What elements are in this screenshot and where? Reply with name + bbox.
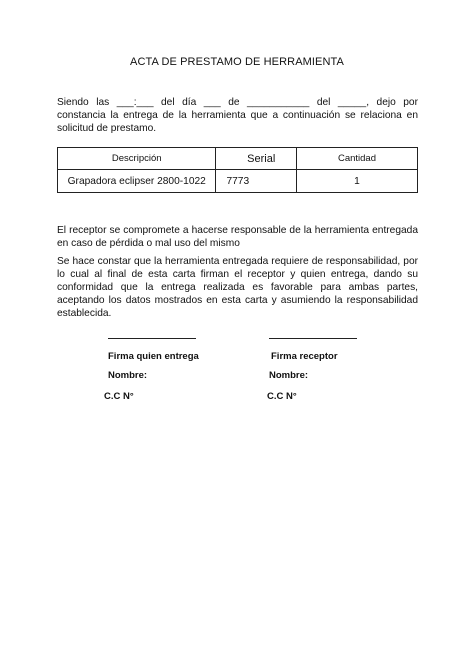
deliverer-id-label: C.C N°: [104, 391, 134, 402]
header-quantity: Cantidad: [296, 148, 417, 170]
table-row: [58, 170, 418, 193]
cell-quantity: 1: [296, 170, 417, 193]
signature-line-receiver: [269, 338, 357, 339]
receiver-id-label: C.C N°: [267, 391, 297, 402]
header-serial: Serial: [216, 148, 296, 170]
deliverer-signature-label: Firma quien entrega: [108, 351, 199, 362]
tool-table: [57, 147, 418, 193]
deliverer-name-label: Nombre:: [108, 370, 148, 381]
receiver-signature-label: Firma receptor: [271, 351, 338, 362]
receiver-name-label: Nombre:: [269, 370, 309, 381]
signature-line-deliverer: [108, 338, 196, 339]
statement-paragraph: Se hace constar que la herramienta entregada requiere de responsabilidad, por lo cual al final de esta carta firman el receptor y quien entrega, dando su conformidad que la entrega realizada es favorable para ambas partes, aceptando los datos mostrados en esta carta y asumiendo la responsabilidad establecida.: [57, 256, 418, 319]
header-description: Descripción: [58, 148, 216, 170]
document-title: ACTA DE PRESTAMO DE HERRAMIENTA: [130, 56, 344, 68]
cell-description: Grapadora eclipser 2800-1022: [58, 170, 216, 193]
table-header-row: [58, 148, 418, 170]
intro-paragraph: Siendo las ___:___ del día ___ de ___________ del _____, dejo por constancia la entrega de la herramienta que a continuación se relaciona en solicitud de prestamo.: [57, 97, 418, 134]
commitment-paragraph: El receptor se compromete a hacerse responsable de la herramienta entregada en caso de pérdida o mal uso del mismo: [57, 225, 418, 249]
cell-serial: 7773: [216, 170, 296, 193]
